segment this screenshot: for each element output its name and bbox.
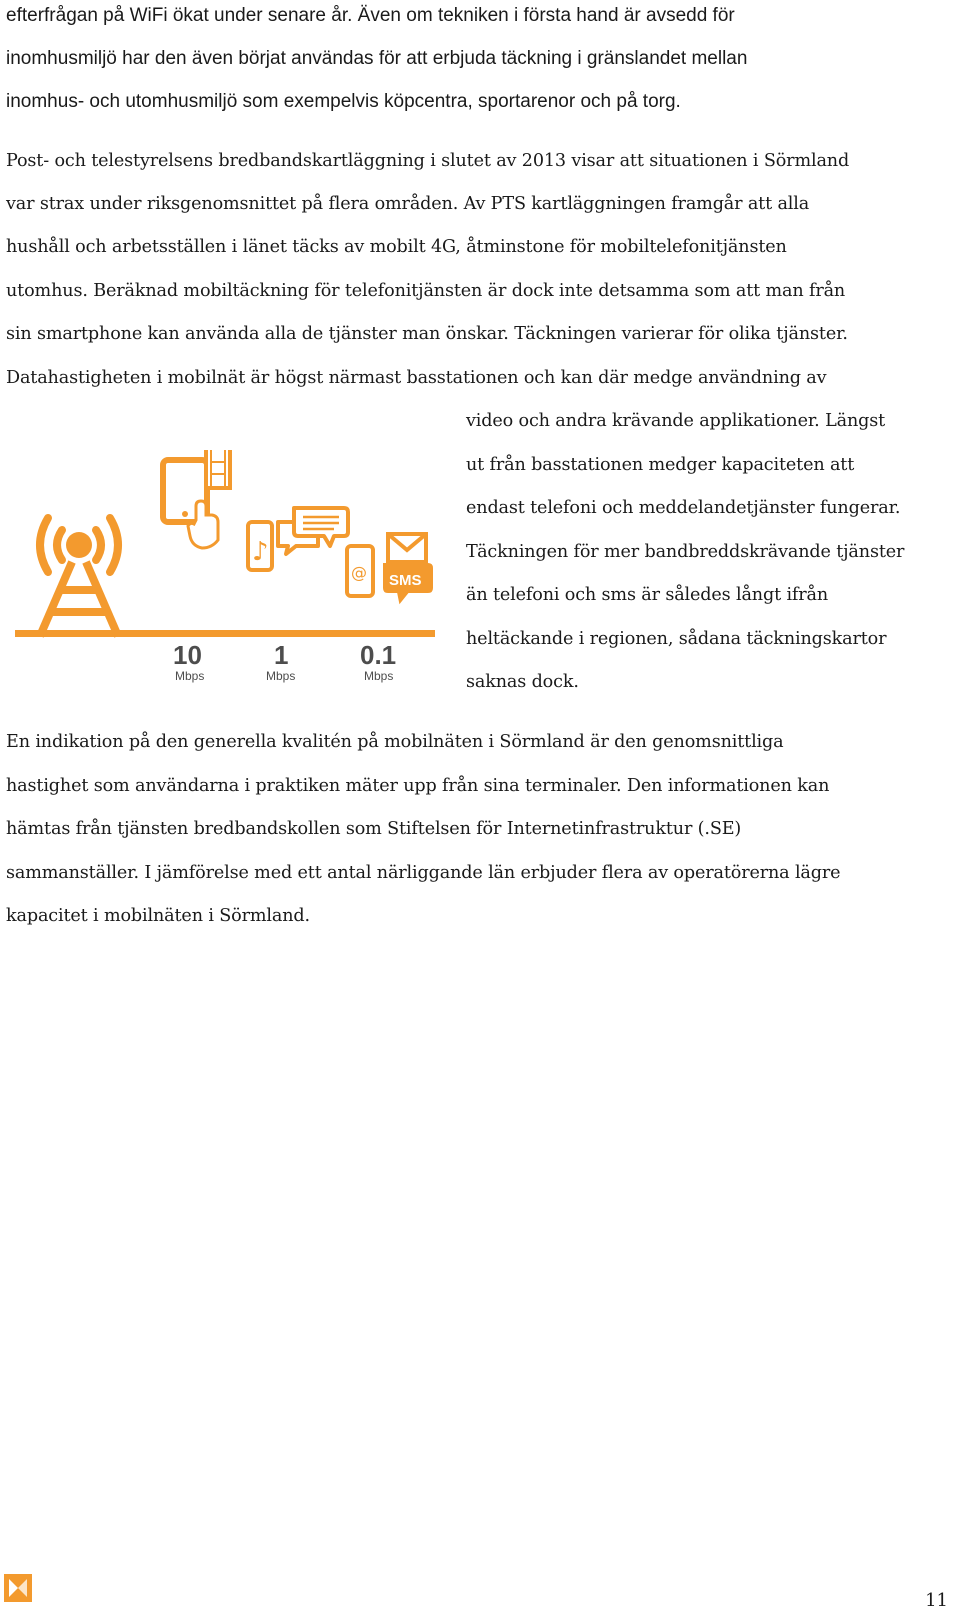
email-phone-icon (347, 546, 373, 596)
paragraph3-line-4: sammanställer. I jämförelse med ett antal närliggande län erbjuder flera av operatörerna lägre (6, 863, 841, 883)
speed-value-1: 1 (274, 640, 289, 670)
sms-label: SMS (389, 572, 422, 589)
paragraph2-line-9: endast telefoni och meddelandetjänster fungerar. (466, 498, 901, 518)
mobile-speed-illustration (12, 450, 442, 700)
chat-bubbles-icon (278, 508, 348, 554)
music-phone-icon (248, 522, 272, 570)
speed-value-0-1: 0.1 (360, 640, 397, 670)
paragraph1-line-3: inomhus- och utomhusmiljö som exempelvis köpcentra, sportarenor och på torg. (6, 91, 681, 112)
paragraph3-line-3: hämtas från tjänsten bredbandskollen som Stiftelsen för Internetinfrastruktur (.SE) (6, 819, 742, 839)
svg-text:♪: ♪ (252, 537, 269, 567)
paragraph2-line-12: heltäckande i regionen, sådana täckningskartor (466, 629, 887, 649)
sms-bubble-icon (384, 564, 432, 602)
envelope-icon (388, 534, 426, 562)
paragraph2-line-11: än telefoni och sms är således långt ifrån (466, 585, 829, 605)
at-symbol-label: @ (351, 563, 367, 582)
paragraph2-line-3: hushåll och arbetsställen i länet täcks av mobilt 4G, åtminstone för mobiltelefonitjänsten (6, 237, 787, 257)
speed-unit-1: Mbps (266, 669, 296, 683)
film-strip-icon (206, 450, 230, 488)
paragraph3-line-1: En indikation på den generella kvalitén på mobilnäten i Sörmland är den genomsnittliga (6, 732, 784, 752)
speed-unit-10: Mbps (175, 669, 205, 683)
paragraph1-line-1: efterfrågan på WiFi ökat under senare år. Även om tekniken i första hand är avsedd för (6, 5, 735, 26)
paragraph3-line-2: hastighet som användarna i praktiken mäter upp från sina terminaler. Den informationen kan (6, 776, 830, 796)
paragraph2-line-8: ut från basstationen medger kapaciteten att (466, 455, 855, 475)
paragraph2-line-13: saknas dock. (466, 672, 579, 692)
paragraph2-line-6: Datahastigheten i mobilnät är högst närmast basstationen och kan där medge användning av (6, 368, 827, 388)
paragraph1-line-2: inomhusmiljö har den även börjat användas för att erbjuda täckning i gränslandet mellan (6, 48, 748, 69)
page-number: 11 (925, 1590, 948, 1611)
speed-unit-0-1: Mbps (364, 669, 394, 683)
speed-value-10: 10 (173, 640, 202, 670)
paragraph2-line-2: var strax under riksgenomsnittet på flera områden. Av PTS kartläggningen framgår att alla (6, 194, 810, 214)
paragraph2-line-5: sin smartphone kan använda alla de tjänster man önskar. Täckningen varierar för olika tjänster. (6, 324, 848, 344)
paragraph2-line-7: video och andra krävande applikationer. Längst (466, 411, 886, 431)
organisation-logo-icon (4, 1574, 32, 1602)
paragraph2-line-1: Post- och telestyrelsens bredbandskartläggning i slutet av 2013 visar att situationen i Sörmland (6, 151, 850, 171)
paragraph2-line-10: Täckningen för mer bandbreddskrävande tjänster (466, 542, 905, 562)
paragraph3-line-5: kapacitet i mobilnäten i Sörmland. (6, 906, 310, 926)
paragraph2-line-4: utomhus. Beräknad mobiltäckning för telefonitjänsten är dock inte detsamma som att man från (6, 281, 846, 301)
